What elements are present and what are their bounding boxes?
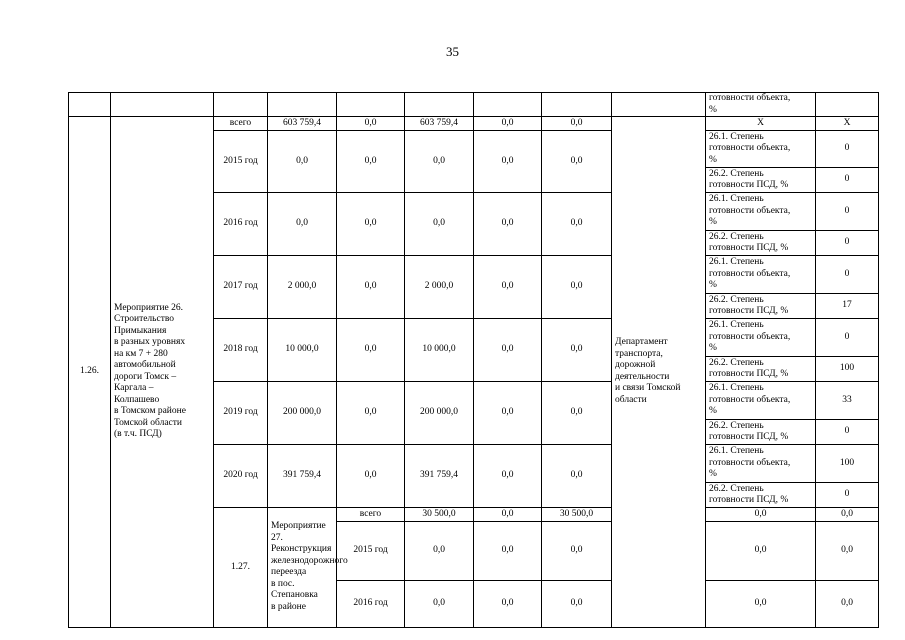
amount-regional: 603 759,4 [405,117,474,131]
amount-regional: 0,0 [542,522,612,581]
empty-cell [542,93,612,117]
amount-total: 0,0 [405,580,474,627]
amount-federal: 0,0 [337,117,405,131]
amount-total: 603 759,4 [268,117,337,131]
indicator-value: 0 [816,256,879,294]
amount-regional: 391 759,4 [405,445,474,508]
empty-cell [69,93,111,117]
program-table [68,92,879,628]
empty-cell [214,93,268,117]
amount-regional: 0,0 [405,193,474,256]
amount-local: 0,0 [706,580,816,627]
amount-local: 0,0 [706,522,816,581]
amount-local: 0,0 [474,382,542,445]
year-cell: 2019 год [214,382,268,445]
indicator-value: 0 [816,231,879,256]
amount-other: 0,0 [816,508,879,522]
indicator-value: 100 [816,445,879,483]
amount-local: 0,0 [474,256,542,319]
amount-federal: 0,0 [337,445,405,508]
empty-cell [337,93,405,117]
amount-other: 0,0 [542,131,612,193]
amount-local: 0,0 [474,117,542,131]
empty-cell [474,93,542,117]
event-name: Мероприятие 26. Строительство Примыкания в разных уровнях на км 7 + 280 автомобильной дороги Томск – Каргала – Колпашево в Томском районе Томской области (в т.ч. ПСД) [111,117,214,628]
indicator-value: 0 [816,131,879,168]
year-cell: 2016 год [337,580,405,627]
empty-cell [612,93,706,117]
indicator-value: 0 [816,193,879,231]
amount-other: 0,0 [542,445,612,508]
amount-federal: 0,0 [474,580,542,627]
indicator-value: 0 [816,483,879,508]
event-number: 1.27. [214,508,268,628]
amount-other: 0,0 [542,382,612,445]
amount-federal: 0,0 [337,193,405,256]
table-row-total [69,117,879,131]
amount-federal: 0,0 [474,522,542,581]
year-cell: 2015 год [214,131,268,193]
empty-cell [111,93,214,117]
indicator-cell: 26.2. Степень готовности ПСД, % [706,231,816,256]
amount-total: 2 000,0 [268,256,337,319]
amount-local: 0,0 [474,131,542,193]
indicator-cell: 26.2. Степень готовности ПСД, % [706,357,816,382]
indicator-cell: 26.1. Степень готовности объекта, % [706,319,816,357]
indicator-cell: 26.2. Степень готовности ПСД, % [706,420,816,445]
indicator-cell: готовности объекта, % [706,93,816,117]
amount-federal: 0,0 [337,319,405,382]
indicator-cell: 26.1. Степень готовности объекта, % [706,382,816,420]
indicator-value: 0 [816,420,879,445]
year-cell: 2018 год [214,319,268,382]
event-name: Мероприятие 27. Реконструкция железнодорожного переезда в пос. Степановка в районе [268,508,337,628]
year-cell: всего [337,508,405,522]
amount-total: 0,0 [268,131,337,193]
indicator-value: 100 [816,357,879,382]
amount-other: 0,0 [816,522,879,581]
empty-cell [816,93,879,117]
amount-total: 0,0 [268,193,337,256]
amount-local: 0,0 [706,508,816,522]
amount-local: 0,0 [474,319,542,382]
indicator-value: 17 [816,294,879,319]
empty-cell [405,93,474,117]
amount-total: 30 500,0 [405,508,474,522]
indicator-cell: 26.1. Степень готовности объекта, % [706,445,816,483]
indicator-cell: 26.1. Степень готовности объекта, % [706,193,816,231]
amount-other: 0,0 [542,117,612,131]
amount-total: 200 000,0 [268,382,337,445]
amount-federal: 0,0 [337,382,405,445]
amount-federal: 0,0 [337,131,405,193]
continuation-row [69,93,879,117]
amount-other: 0,0 [542,256,612,319]
page-number: 35 [446,44,459,59]
empty-cell [268,93,337,117]
indicator-cell: 26.2. Степень готовности ПСД, % [706,168,816,193]
amount-regional: 30 500,0 [542,508,612,522]
year-cell: 2020 год [214,445,268,508]
amount-regional: 2 000,0 [405,256,474,319]
amount-total: 391 759,4 [268,445,337,508]
indicator-value: 0 [816,168,879,193]
amount-regional: 200 000,0 [405,382,474,445]
amount-regional: 0,0 [405,131,474,193]
indicator-value: 0 [816,319,879,357]
amount-local: 0,0 [474,445,542,508]
indicator-value: Х [816,117,879,131]
indicator-cell: 26.2. Степень готовности ПСД, % [706,294,816,319]
amount-other: 0,0 [816,580,879,627]
amount-local: 0,0 [474,193,542,256]
amount-total: 0,0 [405,522,474,581]
indicator-cell: 26.1. Степень готовности объекта, % [706,131,816,168]
indicator-value: 33 [816,382,879,420]
amount-total: 10 000,0 [268,319,337,382]
year-cell: 2017 год [214,256,268,319]
amount-regional: 10 000,0 [405,319,474,382]
year-cell: всего [214,117,268,131]
amount-other: 0,0 [542,193,612,256]
event-number: 1.26. [69,117,111,628]
indicator-cell: 26.1. Степень готовности объекта, % [706,256,816,294]
year-cell: 2015 год [337,522,405,581]
amount-federal: 0,0 [337,256,405,319]
department-cell: Департамент транспорта, дорожной деятельности и связи Томской области [612,117,706,628]
year-cell: 2016 год [214,193,268,256]
indicator-cell: 26.2. Степень готовности ПСД, % [706,483,816,508]
indicator-cell: Х [706,117,816,131]
amount-other: 0,0 [542,319,612,382]
amount-federal: 0,0 [474,508,542,522]
amount-regional: 0,0 [542,580,612,627]
